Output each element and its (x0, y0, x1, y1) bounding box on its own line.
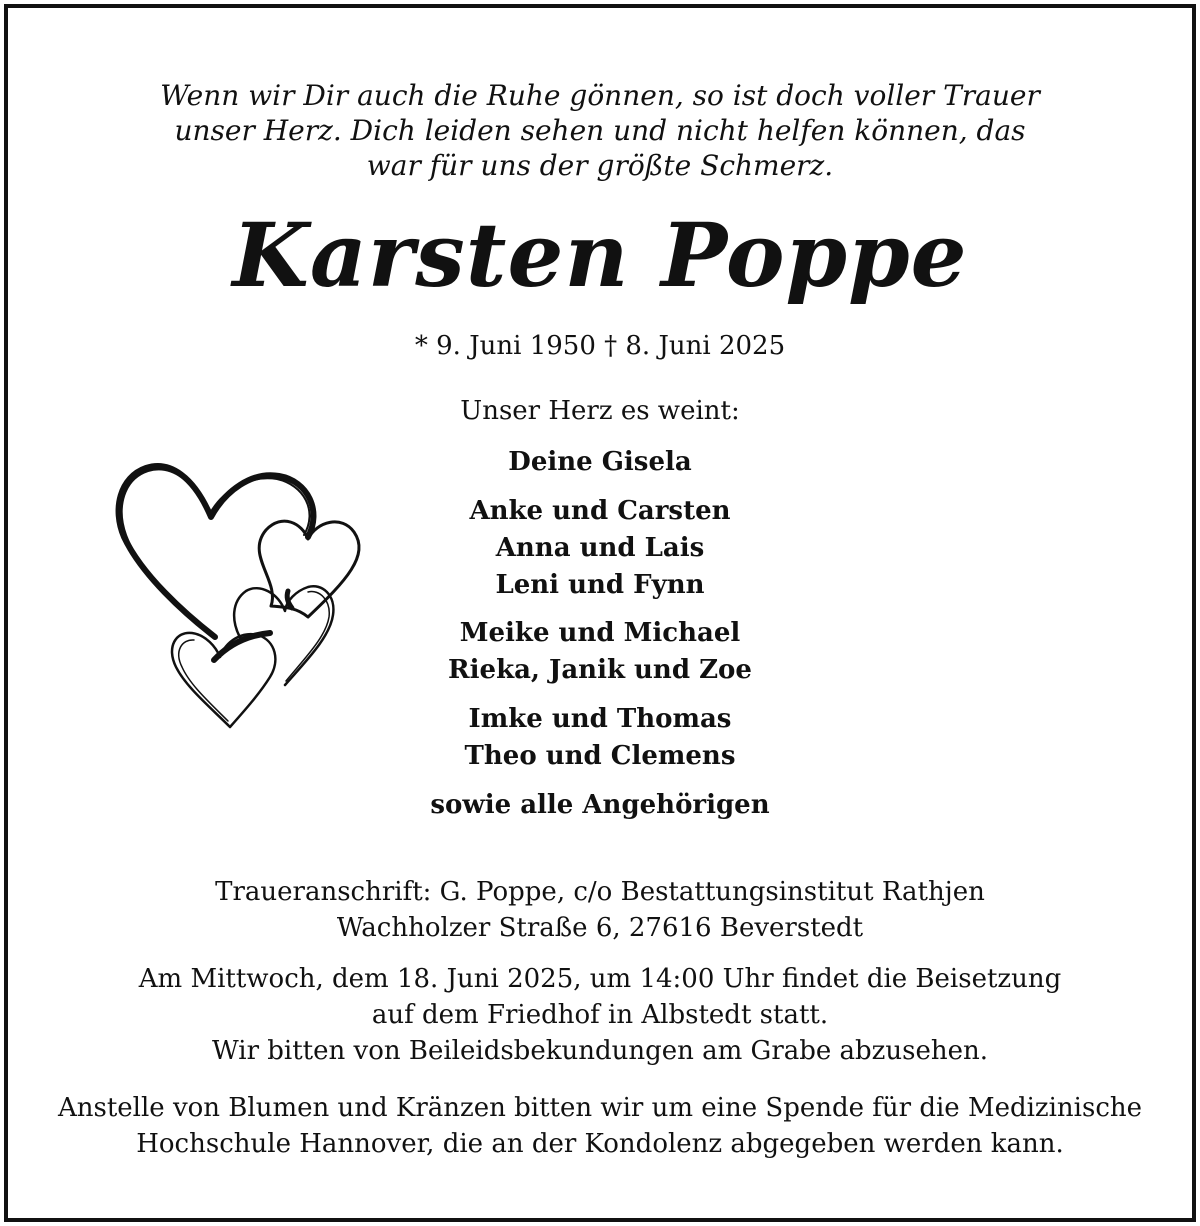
funeral-line: Wir bitten von Beileidsbekundungen am Grabe abzusehen. (211, 1036, 988, 1066)
address-line: Wachholzer Straße 6, 27616 Beverstedt (336, 913, 864, 943)
deceased-name: Karsten Poppe (232, 203, 968, 307)
mourner-line: Anna und Lais (495, 533, 705, 563)
funeral-notice (0, 961, 1200, 1069)
mourner-line: Theo und Clemens (464, 741, 736, 771)
donation-line: Hochschule Hannover, die an der Kondolenz abgegeben werden kann. (136, 1129, 1064, 1159)
mourner-line: Anke und Carsten (469, 496, 731, 526)
poem-line: war für uns der größte Schmerz. (366, 149, 834, 182)
hearts-icon (110, 455, 370, 735)
mourner-line: sowie alle Angehörigen (430, 790, 770, 820)
donation-request (0, 1090, 1200, 1162)
donation-line: Anstelle von Blumen und Kränzen bitten wir um eine Spende für die Medizinische (57, 1093, 1143, 1123)
funeral-line: auf dem Friedhof in Albstedt statt. (371, 1000, 829, 1030)
life-dates: * 9. Juni 1950 † 8. Juni 2025 (414, 331, 786, 361)
funeral-line: Am Mittwoch, dem 18. Juni 2025, um 14:00 Uhr findet die Beisetzung (138, 964, 1062, 994)
mourner-line: Rieka, Janik und Zoe (448, 655, 752, 685)
mourner-line: Imke und Thomas (468, 704, 732, 734)
mourner-line: Leni und Fynn (495, 570, 705, 600)
mourning-address (0, 874, 1200, 946)
mourner-line: Meike und Michael (459, 618, 741, 648)
poem-verse (0, 78, 1200, 183)
poem-line: unser Herz. Dich leiden sehen und nicht helfen können, das (174, 114, 1026, 147)
address-line: Traueranschrift: G. Poppe, c/o Bestattungsinstitut Rathjen (215, 877, 985, 907)
mourner-line: Deine Gisela (508, 447, 692, 477)
mourner-group (0, 787, 1200, 824)
mourners-intro: Unser Herz es weint: (460, 396, 740, 426)
poem-line: Wenn wir Dir auch die Ruhe gönnen, so ist doch voller Trauer (160, 79, 1040, 112)
